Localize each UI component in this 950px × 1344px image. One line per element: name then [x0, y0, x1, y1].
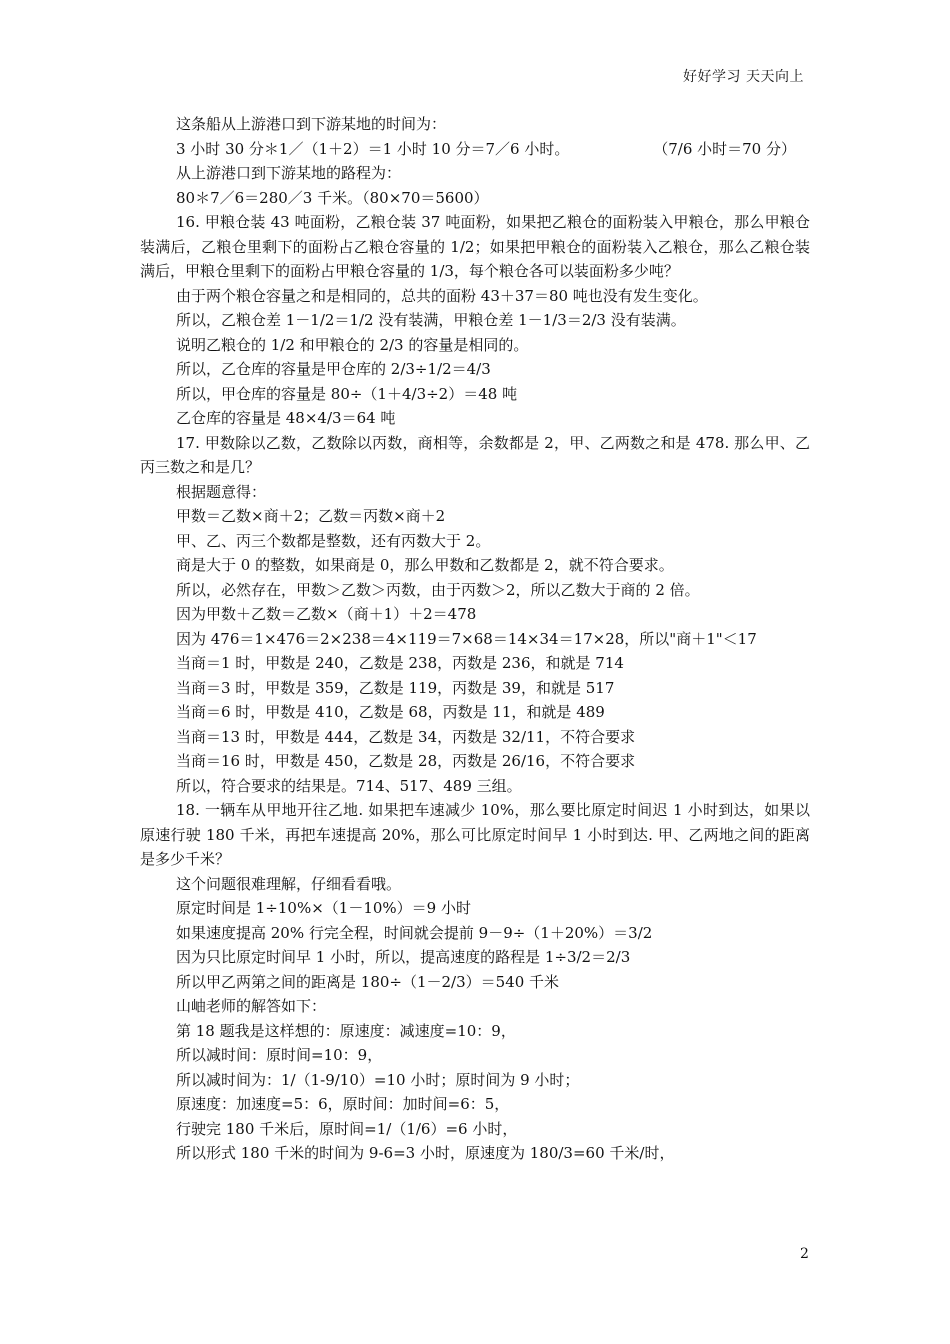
- text-line: 山岫老师的解答如下：: [176, 997, 327, 1015]
- text-span: 3 小时 30 分＊1／（1＋2）＝1 小时 10 分＝7／6 小时。: [176, 139, 570, 158]
- text-line: 当商＝1 时，甲数是 240，乙数是 238，丙数是 236，和就是 714: [176, 654, 624, 672]
- question-16: 16. 甲粮仓装 43 吨面粉，乙粮仓装 37 吨面粉，如果把乙粮仓的面粉装入甲粮仓，那么甲粮仓装满后，乙粮仓里剩下的面粉占乙粮仓容量的 1/2；如果把甲粮仓的面粉装入乙粮仓，那么乙粮仓装满后，甲粮仓里剩下的面粉占甲粮仓容量的 1/3，每个粮仓各可以装面粉多少吨？: [140, 213, 810, 280]
- text-line: 行驶完 180 千米后，原时间=1/（1/6）=6 小时，: [176, 1119, 518, 1138]
- text-line: 所以甲乙两第之间的距离是 180÷（1－2/3）＝540 千米: [176, 972, 560, 991]
- text-line: 根据题意得：: [176, 482, 267, 501]
- text-line: 如果速度提高 20% 行完全程，时间就会提前 9－9÷（1＋20%）＝3/2: [176, 923, 653, 942]
- text-line: 所以，符合要求的结果是。714、517、489 三组。: [176, 776, 522, 795]
- text-line: 说明乙粮仓的 1/2 和甲粮仓的 2/3 的容量是相同的。: [176, 335, 529, 354]
- text-line: 这个问题很难理解，仔细看看哦。: [176, 874, 402, 893]
- text-line: 所以减时间：原时间=10：9，: [176, 1046, 383, 1064]
- text-line: 当商＝16 时，甲数是 450，乙数是 28，丙数是 26/16，不符合要求: [176, 752, 636, 770]
- question-17: 17. 甲数除以乙数，乙数除以丙数，商相等，余数都是 2，甲、乙两数之和是 478. 那么甲、乙丙三数之和是几？: [140, 433, 810, 476]
- text-line: 因为只比原定时间早 1 小时，所以，提高速度的路程是 1÷3/2＝2/3: [176, 948, 631, 966]
- text-line: 因为 476＝1×476＝2×238＝4×119＝7×68＝14×34＝17×28，所以"商＋1"＜17: [176, 629, 757, 648]
- text-line: 商是大于 0 的整数，如果商是 0，那么甲数和乙数都是 2，就不符合要求。: [176, 556, 674, 574]
- text-span-note: （7/6 小时＝70 分）: [653, 139, 796, 158]
- page-number: 2: [800, 1246, 809, 1262]
- text-line: [140, 137, 810, 162]
- text-line: 所以，甲仓库的容量是 80÷（1＋4/3÷2）＝48 吨: [176, 384, 518, 403]
- document-body: [140, 112, 810, 1166]
- text-line: 所以减时间为：1/（1-9/10）=10 小时；原时间为 9 小时；: [176, 1070, 580, 1089]
- text-line: 当商＝13 时，甲数是 444，乙数是 34，丙数是 32/11，不符合要求: [176, 727, 636, 746]
- page-header: 好好学习 天天向上: [683, 69, 804, 85]
- text-line: 当商＝3 时，甲数是 359，乙数是 119，丙数是 39，和就是 517: [176, 678, 615, 697]
- text-line: 这条船从上游港口到下游某地的时间为：: [176, 115, 447, 133]
- text-line: 当商＝6 时，甲数是 410，乙数是 68，丙数是 11，和就是 489: [176, 703, 605, 721]
- text-line: 第 18 题我是这样想的：原速度：减速度=10：9，: [176, 1021, 516, 1040]
- text-line: 从上游港口到下游某地的路程为：: [176, 164, 402, 182]
- text-line: 乙仓库的容量是 48×4/3＝64 吨: [176, 409, 396, 427]
- text-line: 由于两个粮仓容量之和是相同的，总共的面粉 43＋37＝80 吨也没有发生变化。: [176, 286, 708, 305]
- text-line: 所以，乙仓库的容量是甲仓库的 2/3÷1/2＝4/3: [176, 360, 491, 378]
- text-line: 甲、乙、丙三个数都是整数，还有丙数大于 2。: [176, 531, 491, 550]
- text-line: 甲数＝乙数×商＋2；乙数＝丙数×商＋2: [176, 507, 446, 525]
- text-line: 80＊7／6＝280／3 千米。（80×70＝5600）: [176, 188, 489, 207]
- text-line: 所以形式 180 千米的时间为 9-6=3 小时，原速度为 180/3=60 千米/时，: [176, 1144, 675, 1162]
- question-18: 18. 一辆车从甲地开往乙地. 如果把车速减少 10%，那么要比原定时间迟 1 小时到达，如果以原速行驶 180 千米，再把车速提高 20%，那么可比原定时间早 1 小时到达. 甲、乙两地之间的距离是多少千米？: [140, 801, 810, 868]
- text-line: 所以，乙粮仓差 1－1/2＝1/2 没有装满，甲粮仓差 1－1/3＝2/3 没有装满。: [176, 311, 686, 329]
- text-line: 因为甲数＋乙数＝乙数×（商＋1）＋2＝478: [176, 605, 477, 623]
- text-line: 所以，必然存在，甲数＞乙数＞丙数，由于丙数＞2，所以乙数大于商的 2 倍。: [176, 580, 700, 599]
- text-line: 原定时间是 1÷10%×（1－10%）＝9 小时: [176, 899, 471, 917]
- text-line: 原速度：加速度=5：6，原时间：加时间=6：5，: [176, 1095, 510, 1113]
